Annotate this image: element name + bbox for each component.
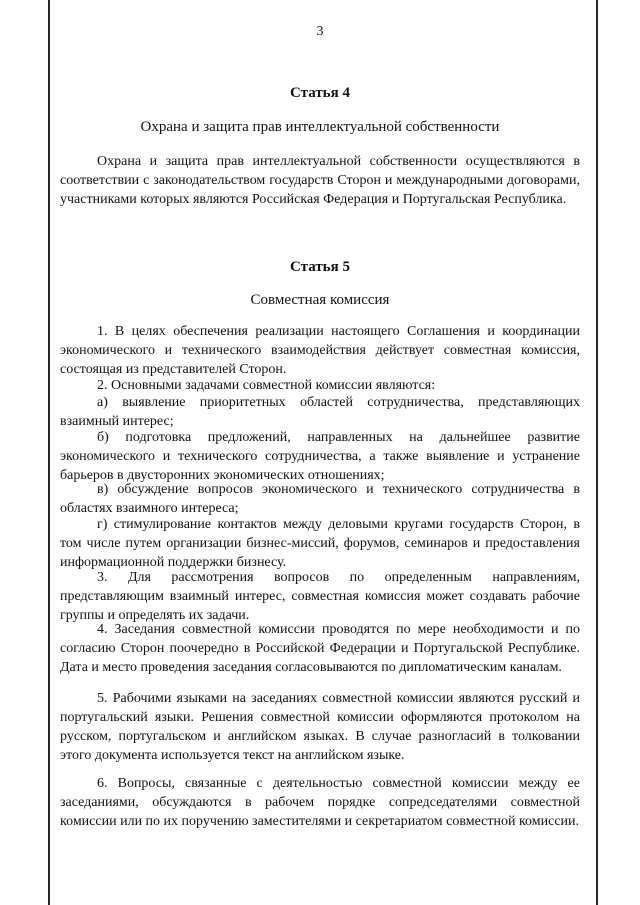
article-5-paragraph-5: 5. Рабочими языками на заседаниях совместной комиссии являются русский и португальский языки. Решения совместной комиссии оформляются протоколом на русском, португальском и английском языках. В случае разногласий в толковании этого документа используется текст на английском языке. [60, 691, 580, 763]
page-number: 3 [316, 24, 324, 39]
article-4-title: Охрана и защита прав интеллектуальной собственности [140, 119, 500, 135]
article-5-item-b: б) подготовка предложений, направленных на дальнейшее развитие экономического и технического сотрудничества, а также выявление и устранение барьеров в двусторонних экономических отношениях; [60, 430, 580, 483]
article-5-item-d: г) стимулирование контактов между деловыми кругами государств Сторон, в том числе путем организации бизнес-миссий, форумов, семинаров и предоставления информационной поддержки бизнесу. [60, 517, 580, 570]
article-5-title: Совместная комиссия [250, 292, 390, 308]
article-5-item-c: в) обсуждение вопросов экономического и технического сотрудничества в областях взаимного интереса; [60, 482, 580, 516]
article-5-item-a: а) выявление приоритетных областей сотрудничества, представляющих взаимный интерес; [60, 395, 580, 429]
article-5-paragraph-4: 4. Заседания совместной комиссии проводятся по мере необходимости и по согласию Сторон поочередно в Российской Федерации и Португальской Республике. Дата и место проведения заседания согласовываются по дипломатическим каналам. [60, 622, 580, 675]
article-5-heading: Статья 5 [290, 259, 350, 275]
article-5-paragraph-3: 3. Для рассмотрения вопросов по определенным направлениям, представляющим взаимный интерес, совместная комиссия может создавать рабочие группы и определять их задачи. [60, 570, 580, 623]
article-5-paragraph-1: 1. В целях обеспечения реализации настоящего Соглашения и координации экономического и технического взаимодействия действует совместная комиссия, состоящая из представителей Сторон. [60, 324, 580, 377]
article-5-paragraph-6: 6. Вопросы, связанные с деятельностью совместной комиссии между ее заседаниями, обсуждаются в рабочем порядке сопредседателями совместной комиссии или по их поручению заместителями и секретариатом совместной комиссии. [60, 776, 580, 829]
article-4-heading: Статья 4 [290, 85, 350, 101]
article-4-paragraph: Охрана и защита прав интеллектуальной собственности осуществляются в соответствии с законодательством государств Сторон и международными договорами, участниками которых являются Российская Федерация и Португальская Республика. [60, 154, 580, 207]
article-5-paragraph-2: 2. Основными задачами совместной комиссии являются: [97, 378, 436, 393]
